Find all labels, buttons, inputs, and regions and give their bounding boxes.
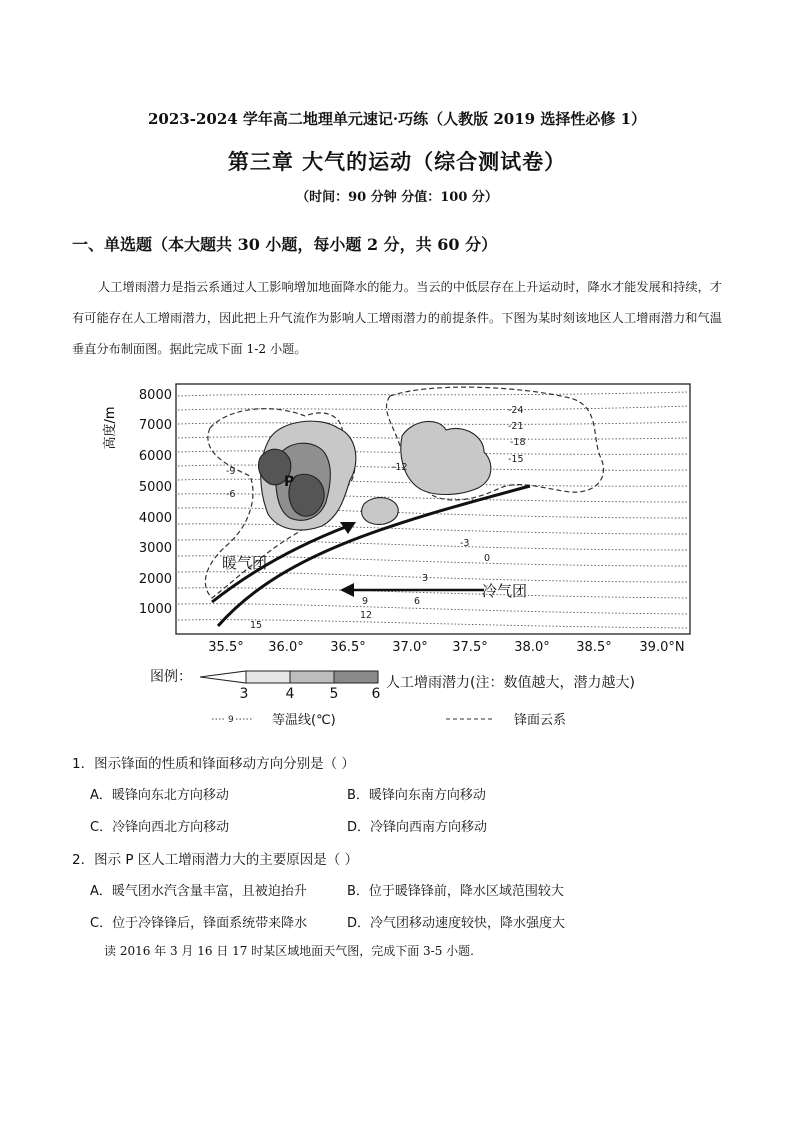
iso-label: -21 (508, 421, 524, 432)
y-tick: 5000 (138, 480, 172, 495)
iso-label: -24 (508, 405, 524, 416)
y-tick: 6000 (138, 449, 172, 464)
legend-title: 图例： (150, 669, 192, 685)
y-tick: 8000 (138, 388, 172, 403)
legend-num: 5 (329, 686, 339, 702)
legend-swatch-3 (246, 671, 290, 683)
iso-label: -9 (226, 466, 236, 477)
q1-option-a: A．暖锋向东北方向移动 (90, 788, 229, 803)
exam-meta: （时间：90 分钟 分值：100 分） (296, 190, 498, 205)
iso-label: 15 (250, 620, 263, 631)
q1-option-c: C．冷锋向西北方向移动 (90, 820, 230, 835)
front-legend-desc: 锋面云系 (514, 713, 567, 728)
legend-num: 4 (285, 686, 295, 702)
legend-num: 6 (371, 686, 381, 702)
y-tick: 1000 (138, 602, 172, 617)
y-tick: 7000 (138, 418, 172, 433)
iso-label: 12 (360, 610, 373, 621)
x-tick: 36.0° (268, 640, 304, 655)
iso-label: 3 (422, 573, 429, 584)
x-tick: 39.0°N (639, 640, 685, 655)
legend-swatch-5 (334, 671, 378, 683)
question-2-stem: 2．图示 P 区人工增雨潜力大的主要原因是（ ） (72, 852, 359, 868)
x-tick: 35.5° (208, 640, 244, 655)
legend-desc: 人工增雨潜力(注：数值越大，潜力越大) (386, 675, 635, 691)
section-heading: 一、单选题（本大题共 30 小题，每小题 2 分，共 60 分） (72, 235, 498, 254)
x-tick: 36.5° (330, 640, 366, 655)
iso-label: -3 (460, 538, 470, 549)
y-tick: 2000 (138, 572, 172, 587)
legend-swatch-4 (290, 671, 334, 683)
q2-option-d: D．冷气团移动速度较快，降水强度大 (347, 916, 566, 931)
iso-legend-sample: 9 (228, 715, 234, 725)
header-line: 2023-2024 学年高二地理单元速记·巧练（人教版 2019 选择性必修 1） (147, 110, 647, 128)
cold-air-label: 冷气团 (482, 582, 528, 600)
q1-option-d: D．冷锋向西南方向移动 (347, 820, 488, 835)
iso-label: 0 (484, 553, 491, 564)
y-axis-label: 高度/m (103, 406, 118, 450)
x-tick: 37.5° (452, 640, 488, 655)
legend-numbers (240, 686, 381, 702)
point-p-label: P (284, 474, 295, 490)
iso-label: -15 (508, 454, 524, 465)
next-question-intro: 读 2016 年 3 月 16 日 17 时某区域地面天气图，完成下面 3-5 小题. (104, 944, 474, 958)
iso-label: 6 (414, 596, 421, 607)
y-tick: 4000 (138, 511, 172, 526)
page-title: 第三章 大气的运动（综合测试卷） (227, 149, 567, 174)
legend-num: 3 (239, 686, 249, 702)
question-1-stem: 1．图示锋面的性质和锋面移动方向分别是（ ） (72, 756, 355, 772)
q2-option-a: A．暖气团水汽含量丰富，且被迫抬升 (90, 884, 307, 899)
iso-legend-desc: 等温线(℃) (272, 713, 336, 728)
y-tick: 3000 (138, 541, 172, 556)
iso-label: 9 (362, 596, 369, 607)
x-tick: 38.0° (514, 640, 550, 655)
y-ticks (139, 388, 172, 617)
x-tick: 38.5° (576, 640, 612, 655)
warm-air-label: 暖气团 (222, 554, 268, 572)
iso-label: -12 (392, 462, 408, 473)
q2-option-b: B．位于暖锋锋前，降水区域范围较大 (347, 884, 564, 899)
x-tick: 37.0° (392, 640, 428, 655)
x-ticks (208, 640, 684, 655)
legend-wedge (200, 671, 246, 683)
q2-option-c: C．位于冷锋锋后，锋面系统带来降水 (90, 916, 308, 931)
iso-label: -18 (510, 437, 526, 448)
q1-option-b: B．暖锋向东南方向移动 (347, 788, 486, 803)
iso-label: -6 (226, 489, 236, 500)
cross-section-figure (100, 376, 700, 740)
intro-paragraph: 人工增雨潜力是指云系通过人工影响增加地面降水的能力。当云的中低层存在上升运动时，降水才能发展和持续，才有可能存在人工增雨潜力，因此把上升气流作为影响人工增雨潜力的前提条件。下图为某时刻该地区人工增雨潜力和气温垂直分布制面图。据此完成下面 1-2 小题。 (72, 280, 722, 356)
